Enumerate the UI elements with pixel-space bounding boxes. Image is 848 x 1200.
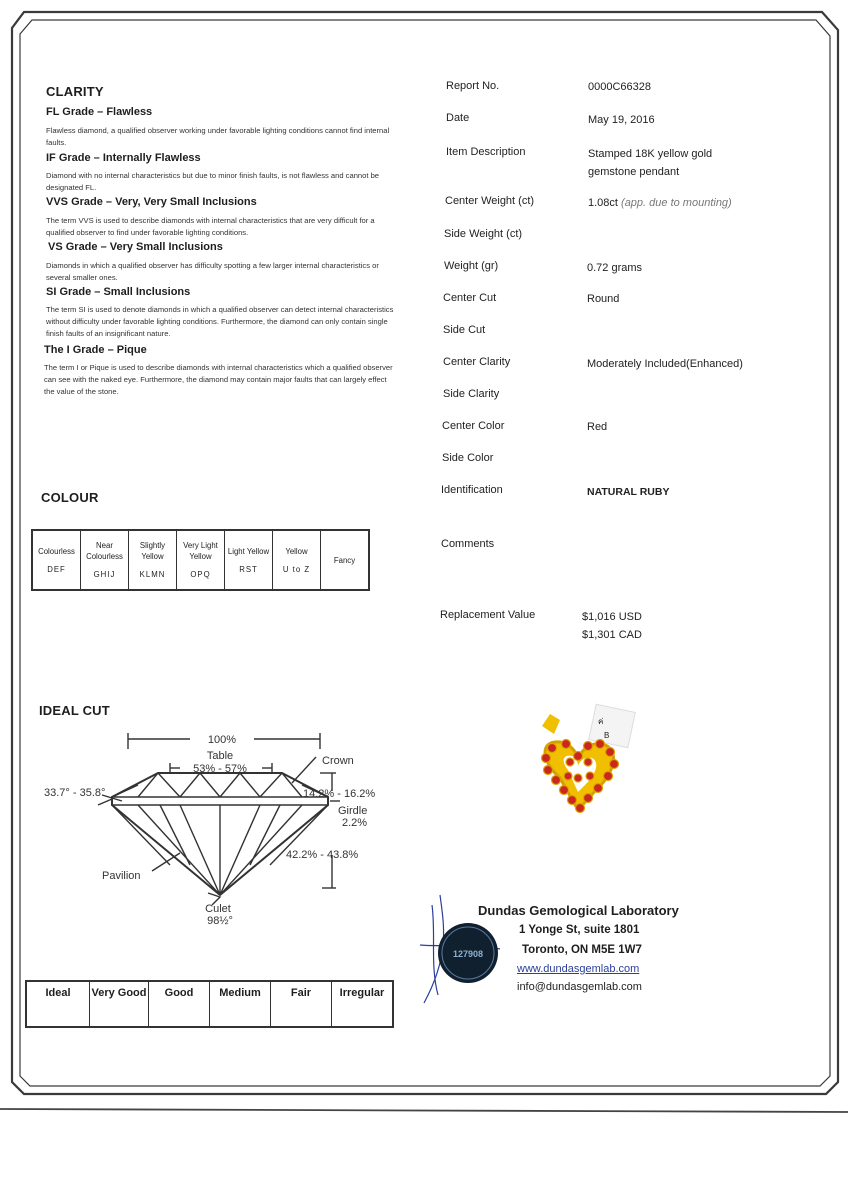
diamond-cut-diagram [40,725,410,930]
cut-culet-value: 98½° [207,915,233,927]
colour-heading: COLOUR [41,490,99,505]
cut-table-label: Table [206,750,234,762]
grade-if-desc: Diamond with no internal characteristics but due to minor finish faults, is not flawless and cannot be designated FL. [46,171,380,192]
date-value: May 19, 2016 [588,114,655,126]
colour-cell-code: KLMN [139,570,166,579]
center-weight-value [588,197,732,209]
center-cut-value: Round [587,293,620,305]
colour-cell-name: Fancy [333,555,356,565]
identification-label: Identification [441,484,503,496]
identification-value: NATURAL RUBY [587,486,670,498]
lab-address-1: 1 Yonge St, suite 1801 [519,924,640,936]
grade-i-desc: The term I or Pique is used to describe diamonds with internal characteristics which a qualified observer can see with the naked eye. Furthermore, the diamond may contain major faults that can largely effect the value of the stone. [44,363,393,396]
colour-cell-code: OPQ [190,570,211,579]
cut-width-label: 100% [207,734,237,746]
svg-text:ค่: ค่ [598,717,604,726]
center-weight-label: Center Weight (ct) [445,195,535,207]
cut-girdle-value: 2.2% [342,817,368,829]
grade-fl-title: FL Grade – Flawless [46,106,153,118]
report-no-value: 0000C66328 [588,81,652,93]
cut-grade-ideal: Ideal [26,981,90,1027]
cut-grade-good: Good [149,981,210,1027]
side-weight-label: Side Weight (ct) [444,228,523,240]
replacement-value-cad: $1,301 CAD [582,629,642,641]
cut-girdle-label: Girdle [338,805,368,817]
comments-label: Comments [441,538,495,550]
colour-cell-code: RST [239,564,258,574]
grade-vs-title: VS Grade – Very Small Inclusions [48,241,223,253]
cut-pavilion-depth: 42.2% - 43.8% [286,849,359,861]
item-description-value-2: gemstone pendant [588,166,680,178]
weight-gr-value: 0.72 grams [587,262,643,274]
date-label: Date [446,112,470,124]
clarity-heading: CLARITY [46,84,104,99]
colour-cell-name: Yellow [285,546,308,556]
center-clarity-value: Moderately Included(Enhanced) [587,358,743,370]
grade-vvs-title: VVS Grade – Very, Very Small Inclusions [46,196,257,208]
cut-crown-height: 14.2% - 16.2% [303,788,376,800]
item-description-label: Item Description [446,146,526,158]
lab-address-2: Toronto, ON M5E 1W7 [522,944,642,956]
grade-vs-desc: Diamonds in which a qualified observer has difficulty spotting a few larger internal characteristics or several smaller ones. [46,261,379,282]
side-cut-label: Side Cut [443,324,486,336]
colour-cell-code: DEF [47,564,66,574]
grade-i-title: The I Grade – Pique [44,344,147,356]
grade-fl-desc: Flawless diamond, a qualified observer working under favorable lighting conditions cannot find internal faults. [46,126,390,147]
cut-crown-angle: 33.7° - 35.8° [44,787,106,799]
colour-cell [225,530,273,590]
lab-email[interactable]: info@dundasgemlab.com [517,981,642,993]
weight-gr-label: Weight (gr) [444,260,499,272]
center-clarity-label: Center Clarity [443,356,511,368]
colour-cell-code: GHIJ [93,570,116,579]
colour-cell [32,530,81,590]
colour-cell-name: Near Colourless [86,541,123,561]
replacement-value-label: Replacement Value [440,609,536,621]
cut-pavilion-label: Pavilion [102,870,141,882]
grade-if-title: IF Grade – Internally Flawless [46,152,201,164]
colour-cell [273,530,321,590]
side-clarity-label: Side Clarity [443,388,500,400]
colour-cell [129,530,177,590]
center-color-label: Center Color [442,420,505,432]
item-description-value: Stamped 18K yellow gold [588,148,713,160]
colour-cell [321,530,370,590]
pendant-image [520,700,640,830]
svg-text:B: B [604,731,610,740]
center-weight-number: 1.08ct [588,197,618,209]
cut-grade-medium: Medium [210,981,271,1027]
cut-culet-label: Culet [205,903,231,915]
colour-scale-table [31,529,370,591]
grade-vvs-desc: The term VVS is used to describe diamonds with internal characteristics that are very difficult for a qualified observer to find under favorable lighting conditions. [46,216,375,237]
colour-cell-name: Colourless [38,546,75,556]
center-cut-label: Center Cut [443,292,497,304]
replacement-value-usd: $1,016 USD [582,611,642,623]
colour-cell-name: Slightly Yellow [139,541,166,561]
grade-si-desc: The term SI is used to denote diamonds in which a qualified observer can detect internal characteristics without difficulty under favorable lighting conditions. Furthermore, the diamond can only contain single finish faults of an insignificant nature. [46,305,394,338]
colour-cell-name: Very Light Yellow [183,541,218,561]
cut-grade-irregular: Irregular [332,981,394,1027]
side-color-label: Side Color [442,452,494,464]
center-weight-note: (app. due to mounting) [621,197,732,209]
lab-name: Dundas Gemological Laboratory [478,903,679,918]
lab-website-link[interactable]: www.dundasgemlab.com [517,963,640,975]
colour-cell [81,530,129,590]
cut-crown-label: Crown [322,755,354,767]
center-color-value: Red [587,421,608,433]
colour-cell-name: Light Yellow [227,546,270,556]
colour-cell [177,530,225,590]
ideal-cut-heading: IDEAL CUT [39,703,110,718]
cut-grade-table [25,980,394,1028]
cut-table-range: 53% - 57% [193,763,247,775]
cut-grade-very-good: Very Good [90,981,149,1027]
colour-cell-code: U to Z [282,564,311,574]
cut-grade-fair: Fair [271,981,332,1027]
grade-si-title: SI Grade – Small Inclusions [46,286,191,298]
seal-number: 127908 [452,949,484,959]
report-no-label: Report No. [446,80,500,92]
